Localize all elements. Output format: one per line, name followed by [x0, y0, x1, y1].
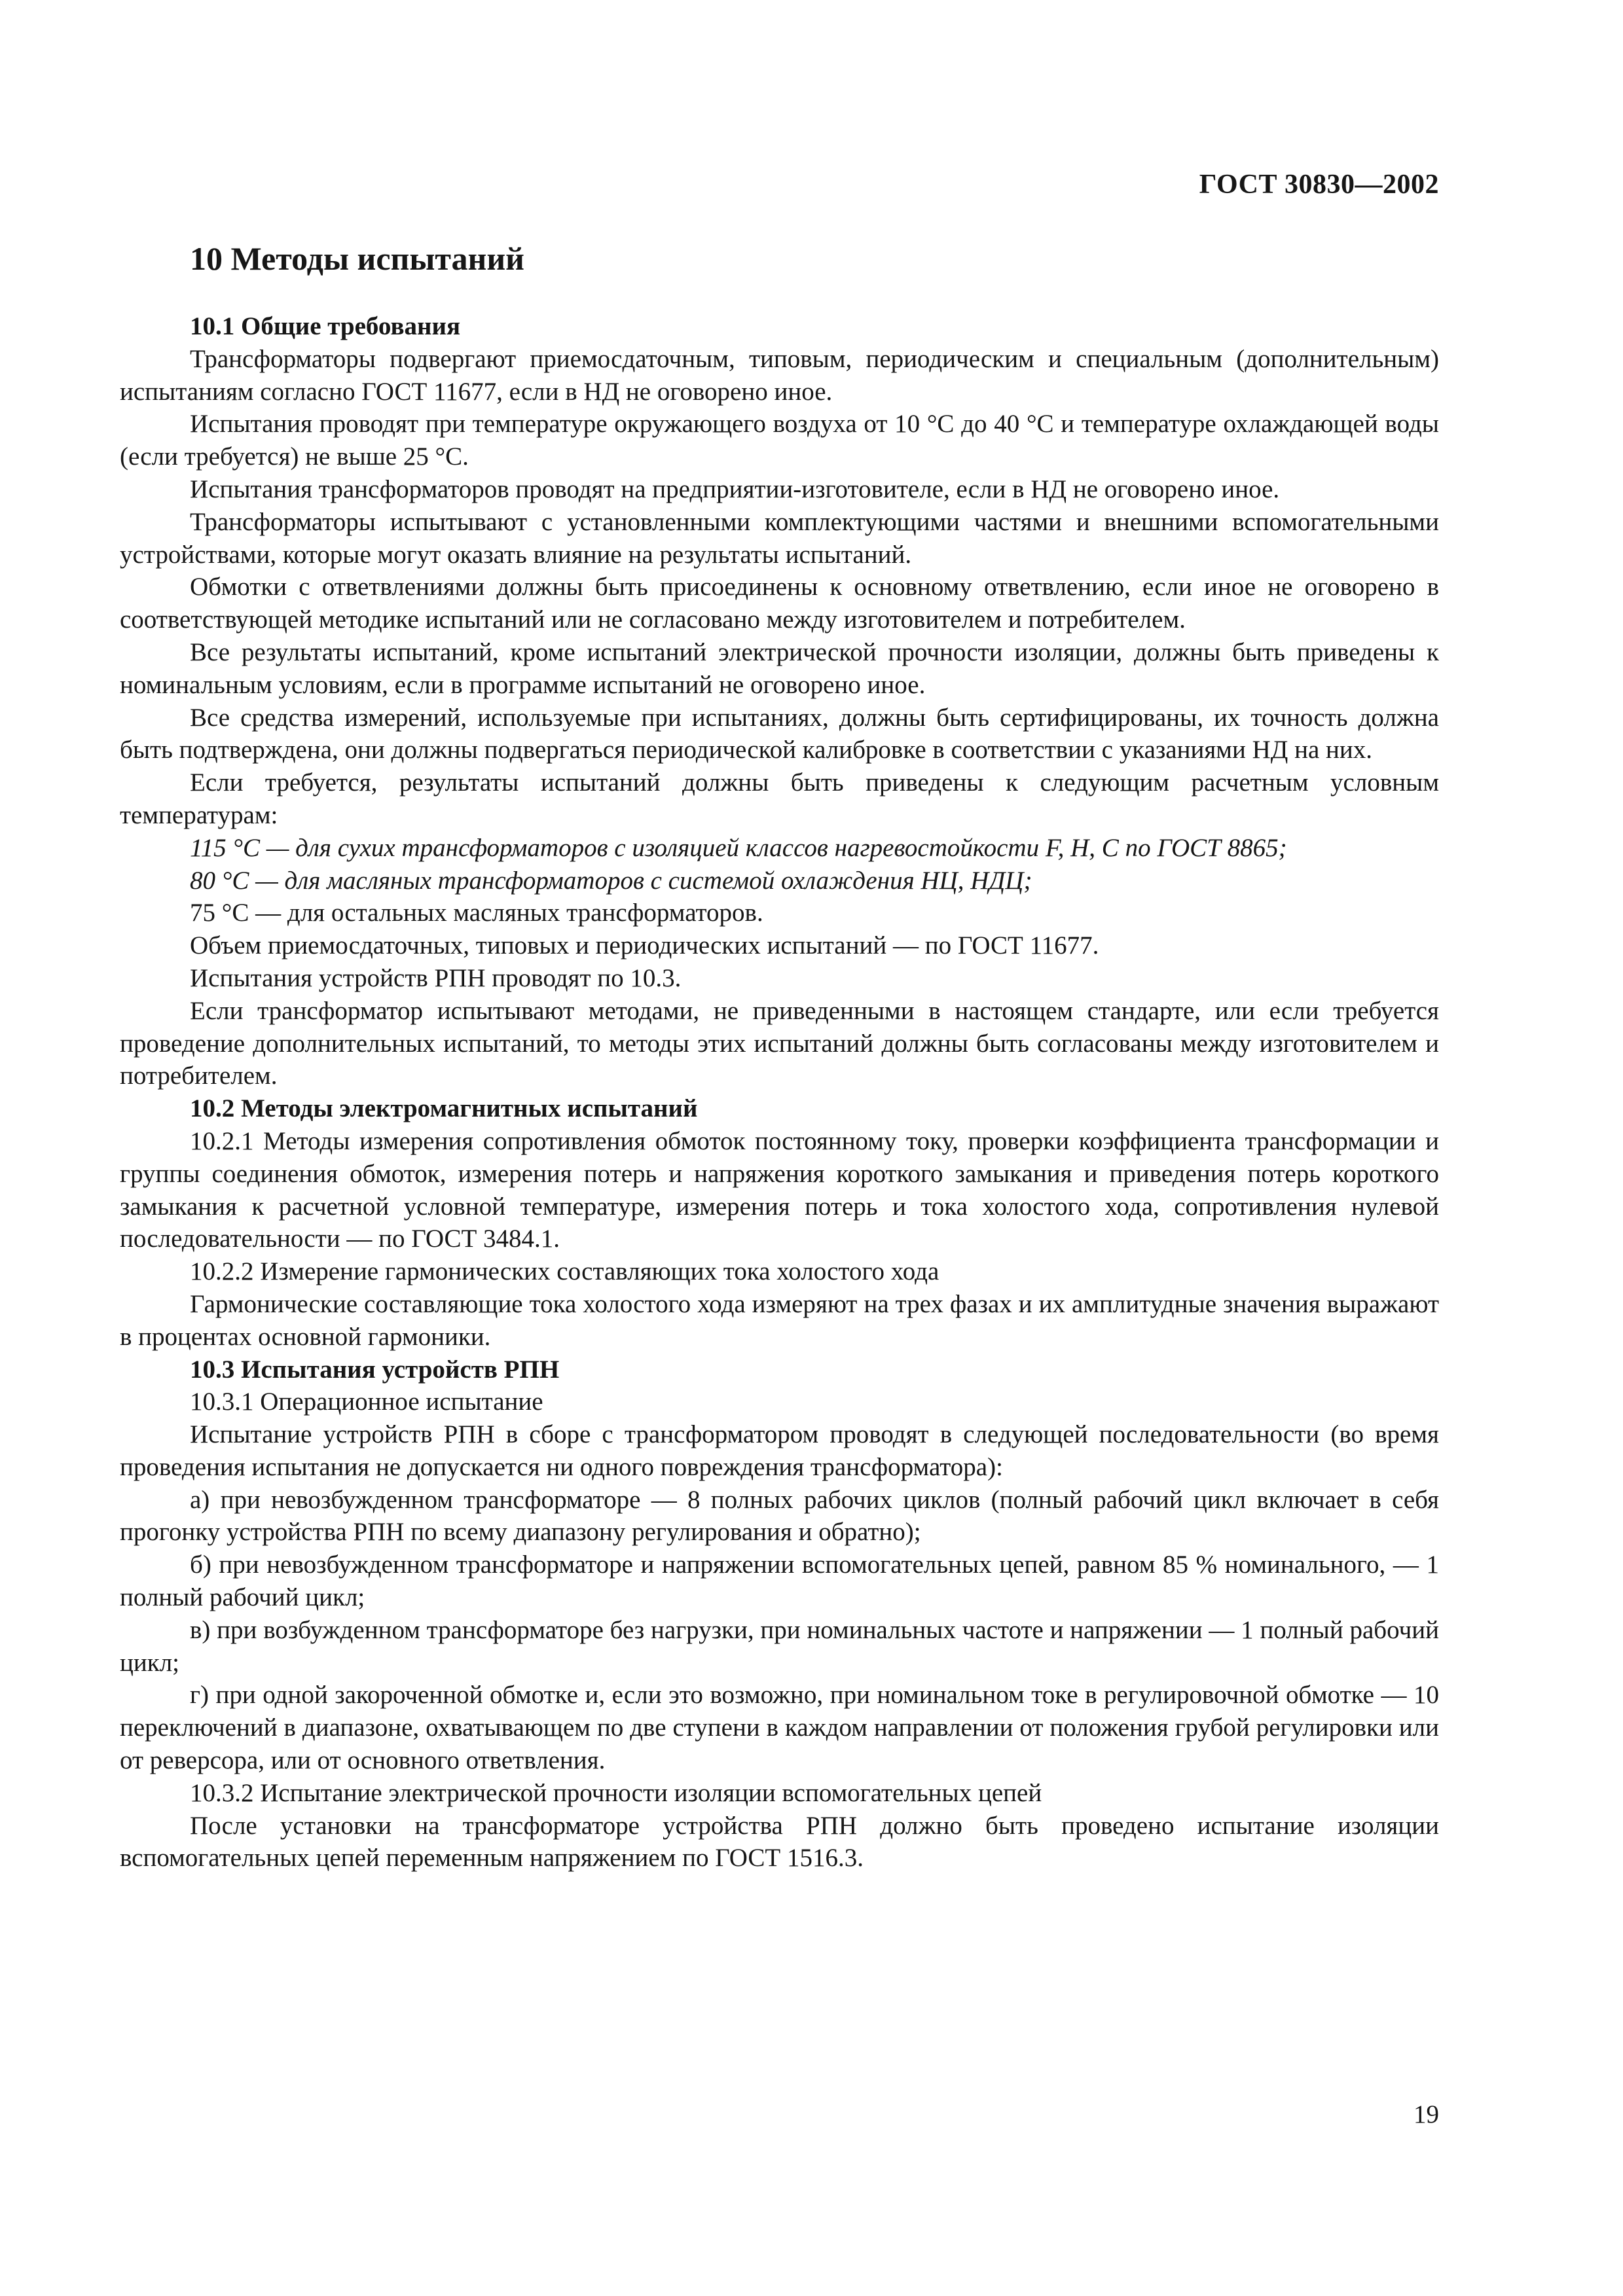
- paragraph: После установки на трансформаторе устройства РПН должно быть проведено испытание изоляции вспомогательных цепей переменным напряжением по ГОСТ 1516.3.: [120, 1811, 1439, 1873]
- paragraph: б) при невозбужденном трансформаторе и напряжении вспомогательных цепей, равном 85 % номинального, — 1 полный рабочий цикл;: [120, 1551, 1439, 1612]
- paragraph: Обмотки с ответвлениями должны быть присоединены к основному ответвлению, если иное не оговорено в соответствующей методике испытаний или не согласовано между изготовителем и потребителем.: [120, 573, 1439, 634]
- paragraph: 10.2.2 Измерение гармонических составляющих тока холостого хода: [190, 1257, 939, 1286]
- paragraph: Все средства измерений, используемые при испытаниях, должны быть сертифицированы, их точность должна быть подтверждена, они должны подвергаться периодической калибровке в соответствии с указаниями НД на них.: [120, 703, 1439, 764]
- subsection-heading: 10.2 Методы электромагнитных испытаний: [190, 1094, 698, 1123]
- paragraph: в) при возбужденном трансформаторе без нагрузки, при номинальных частоте и напряжении — 1 полный рабочий цикл;: [120, 1615, 1439, 1677]
- subsection-heading: 10.3 Испытания устройств РПН: [190, 1355, 560, 1384]
- paragraph: Трансформаторы испытывают с установленными комплектующими частями и внешними вспомогательными устройствами, которые могут оказать влияние на результаты испытаний.: [120, 507, 1439, 569]
- paragraph: Испытания трансформаторов проводят на предприятии-изготовителе, если в НД не оговорено иное.: [190, 475, 1280, 503]
- paragraph: Гармонические составляющие тока холостого хода измеряют на трех фазах и их амплитудные значения выражают в процентах основной гармоники.: [120, 1289, 1439, 1351]
- paragraph: Объем приемосдаточных, типовых и периодических испытаний — по ГОСТ 11677.: [190, 931, 1099, 960]
- document-body: [120, 310, 1439, 1874]
- document-code: ГОСТ 30830—2002: [1199, 170, 1439, 200]
- page-number: 19: [1413, 2100, 1439, 2128]
- temperature-item: 115 °С — для сухих трансформаторов с изоляцией классов нагревостойкости F, H, C по ГОСТ 8865;: [190, 833, 1287, 862]
- paragraph: Все результаты испытаний, кроме испытаний электрической прочности изоляции, должны быть приведены к номинальным условиям, если в программе испытаний не оговорено иное.: [120, 637, 1439, 699]
- paragraph: Испытания проводят при температуре окружающего воздуха от 10 °С до 40 °С и температуре охлаждающей воды (если требуется) не выше 25 °С.: [120, 410, 1439, 471]
- temperature-item: 80 °С — для масляных трансформаторов с системой охлаждения НЦ, НДЦ;: [190, 866, 1032, 895]
- section-title: 10 Методы испытаний: [190, 240, 524, 277]
- paragraph: Испытание устройств РПН в сборе с трансформатором проводят в следующей последовательности (во время проведения испытания не допускается ни одного повреждения трансформатора):: [120, 1420, 1439, 1481]
- paragraph: 10.3.2 Испытание электрической прочности изоляции вспомогательных цепей: [190, 1778, 1042, 1807]
- paragraph: г) при одной закороченной обмотке и, если это возможно, при номинальном токе в регулировочной обмотке — 10 переключений в диапазоне, охватывающем по две ступени в каждом направлении от положения грубой регулировки или от реверсора, или от основного ответвления.: [120, 1681, 1439, 1775]
- paragraph: Если требуется, результаты испытаний должны быть приведены к следующим расчетным условным температурам:: [120, 768, 1439, 829]
- paragraph: а) при невозбужденном трансформаторе — 8 полных рабочих циклов (полный рабочий цикл включает в себя прогонку устройства РПН по всему диапазону регулирования и обратно);: [120, 1485, 1439, 1547]
- paragraph: 75 °С — для остальных масляных трансформаторов.: [190, 899, 763, 927]
- paragraph: Испытания устройств РПН проводят по 10.3.: [190, 963, 682, 992]
- paragraph: 10.2.1 Методы измерения сопротивления обмоток постоянному току, проверки коэффициента трансформации и группы соединения обмоток, измерения потерь и напряжения короткого замыкания и приведения потерь короткого замыкания к расчетной условной температуре, измерения потерь и тока холостого хода, сопротивления нулевой последовательности — по ГОСТ 3484.1.: [120, 1126, 1439, 1253]
- paragraph: Если трансформатор испытывают методами, не приведенными в настоящем стандарте, или если требуется проведение дополнительных испытаний, то методы этих испытаний должны быть согласованы между изготовителем и потребителем.: [120, 996, 1439, 1090]
- paragraph: 10.3.1 Операционное испытание: [190, 1388, 543, 1416]
- subsection-heading: 10.1 Общие требования: [190, 312, 461, 340]
- paragraph: Трансформаторы подвергают приемосдаточным, типовым, периодическим и специальным (дополнительным) испытаниям согласно ГОСТ 11677, если в НД не оговорено иное.: [120, 344, 1439, 406]
